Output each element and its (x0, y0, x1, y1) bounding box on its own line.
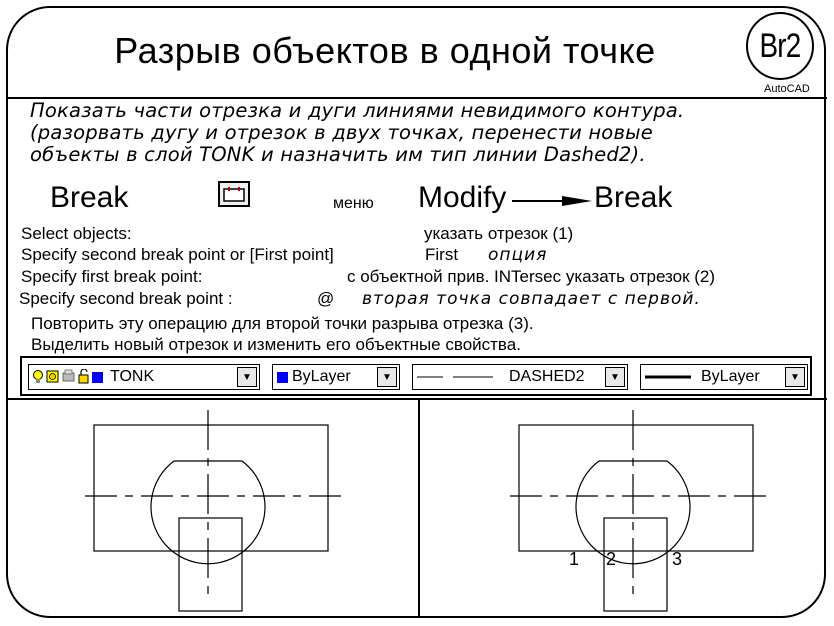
dashed-line-preview (417, 372, 497, 382)
chevron-down-icon[interactable]: ▼ (377, 367, 397, 387)
lightbulb-icon (34, 371, 43, 384)
sun-icon (47, 371, 58, 382)
description-line-2: (разорвать дугу и отрезок в двух точках, перенести новые (30, 121, 653, 144)
color-dropdown[interactable] (272, 364, 400, 390)
step-1-action: указать отрезок (1) (424, 224, 574, 243)
logo-caption: AutoCAD (764, 83, 810, 95)
printer-icon (63, 370, 74, 381)
page-title: Разрыв объектов в одной точке (114, 30, 656, 71)
step-4-note: вторая точка совпадает с первой. (362, 289, 701, 309)
step-4-prompt: Specify second break point : (19, 289, 233, 308)
drawing-before (80, 410, 360, 615)
chevron-down-icon[interactable]: ▼ (237, 367, 257, 387)
layer-value: TONK (110, 368, 155, 385)
break-icon[interactable] (218, 181, 250, 207)
command-name: Break (50, 181, 129, 214)
menu-path-modify[interactable]: Modify (418, 181, 507, 214)
step-4-action: @ (317, 289, 335, 308)
linetype-dropdown[interactable] (412, 364, 628, 390)
step-2-note: опция (488, 245, 548, 265)
arrow-right-icon (512, 194, 594, 208)
menu-path-break[interactable]: Break (594, 181, 673, 214)
lineweight-dropdown[interactable] (640, 364, 808, 390)
step-2-action: First (425, 245, 459, 264)
chevron-down-icon[interactable]: ▼ (785, 367, 805, 387)
layer-dropdown[interactable] (28, 364, 260, 390)
drawing-divider (7, 398, 827, 400)
instruction-line-1: Повторить эту операцию для второй точки разрыва отрезка (3). (31, 314, 534, 333)
color-swatch (277, 372, 288, 383)
logo-text: Br2 (759, 26, 801, 65)
label-point-1: 1 (569, 549, 580, 569)
description-line-3: объекты в слой TONK и назначить им тип линии Dashed2). (30, 143, 646, 166)
step-3-action: с объектной прив. INTersec указать отрезок (2) (347, 267, 716, 286)
chevron-down-icon[interactable]: ▼ (605, 367, 625, 387)
layer-state-icons (32, 369, 108, 385)
instruction-line-2: Выделить новый отрезок и изменить его объектные свойства. (31, 335, 521, 354)
label-point-2: 2 (606, 549, 617, 569)
color-value: ByLayer (292, 368, 351, 385)
description (30, 100, 820, 166)
label-point-3: 3 (672, 549, 683, 569)
lineweight-value: ByLayer (701, 368, 760, 385)
step-3-prompt: Specify first break point: (21, 267, 203, 286)
step-1-prompt: Select objects: (21, 224, 132, 243)
logo-badge (746, 12, 814, 80)
menu-label: меню (333, 195, 374, 212)
step-2-prompt: Specify second break point or [First point] (21, 245, 334, 264)
lock-icon (79, 369, 88, 383)
linetype-value: DASHED2 (509, 368, 585, 385)
properties-toolbar (20, 356, 812, 396)
description-line-1: Показать части отрезка и дуги линиями невидимого контура. (30, 99, 685, 122)
drawing-center-divider (418, 398, 420, 618)
lineweight-preview (645, 372, 695, 382)
drawing-after (505, 410, 785, 615)
